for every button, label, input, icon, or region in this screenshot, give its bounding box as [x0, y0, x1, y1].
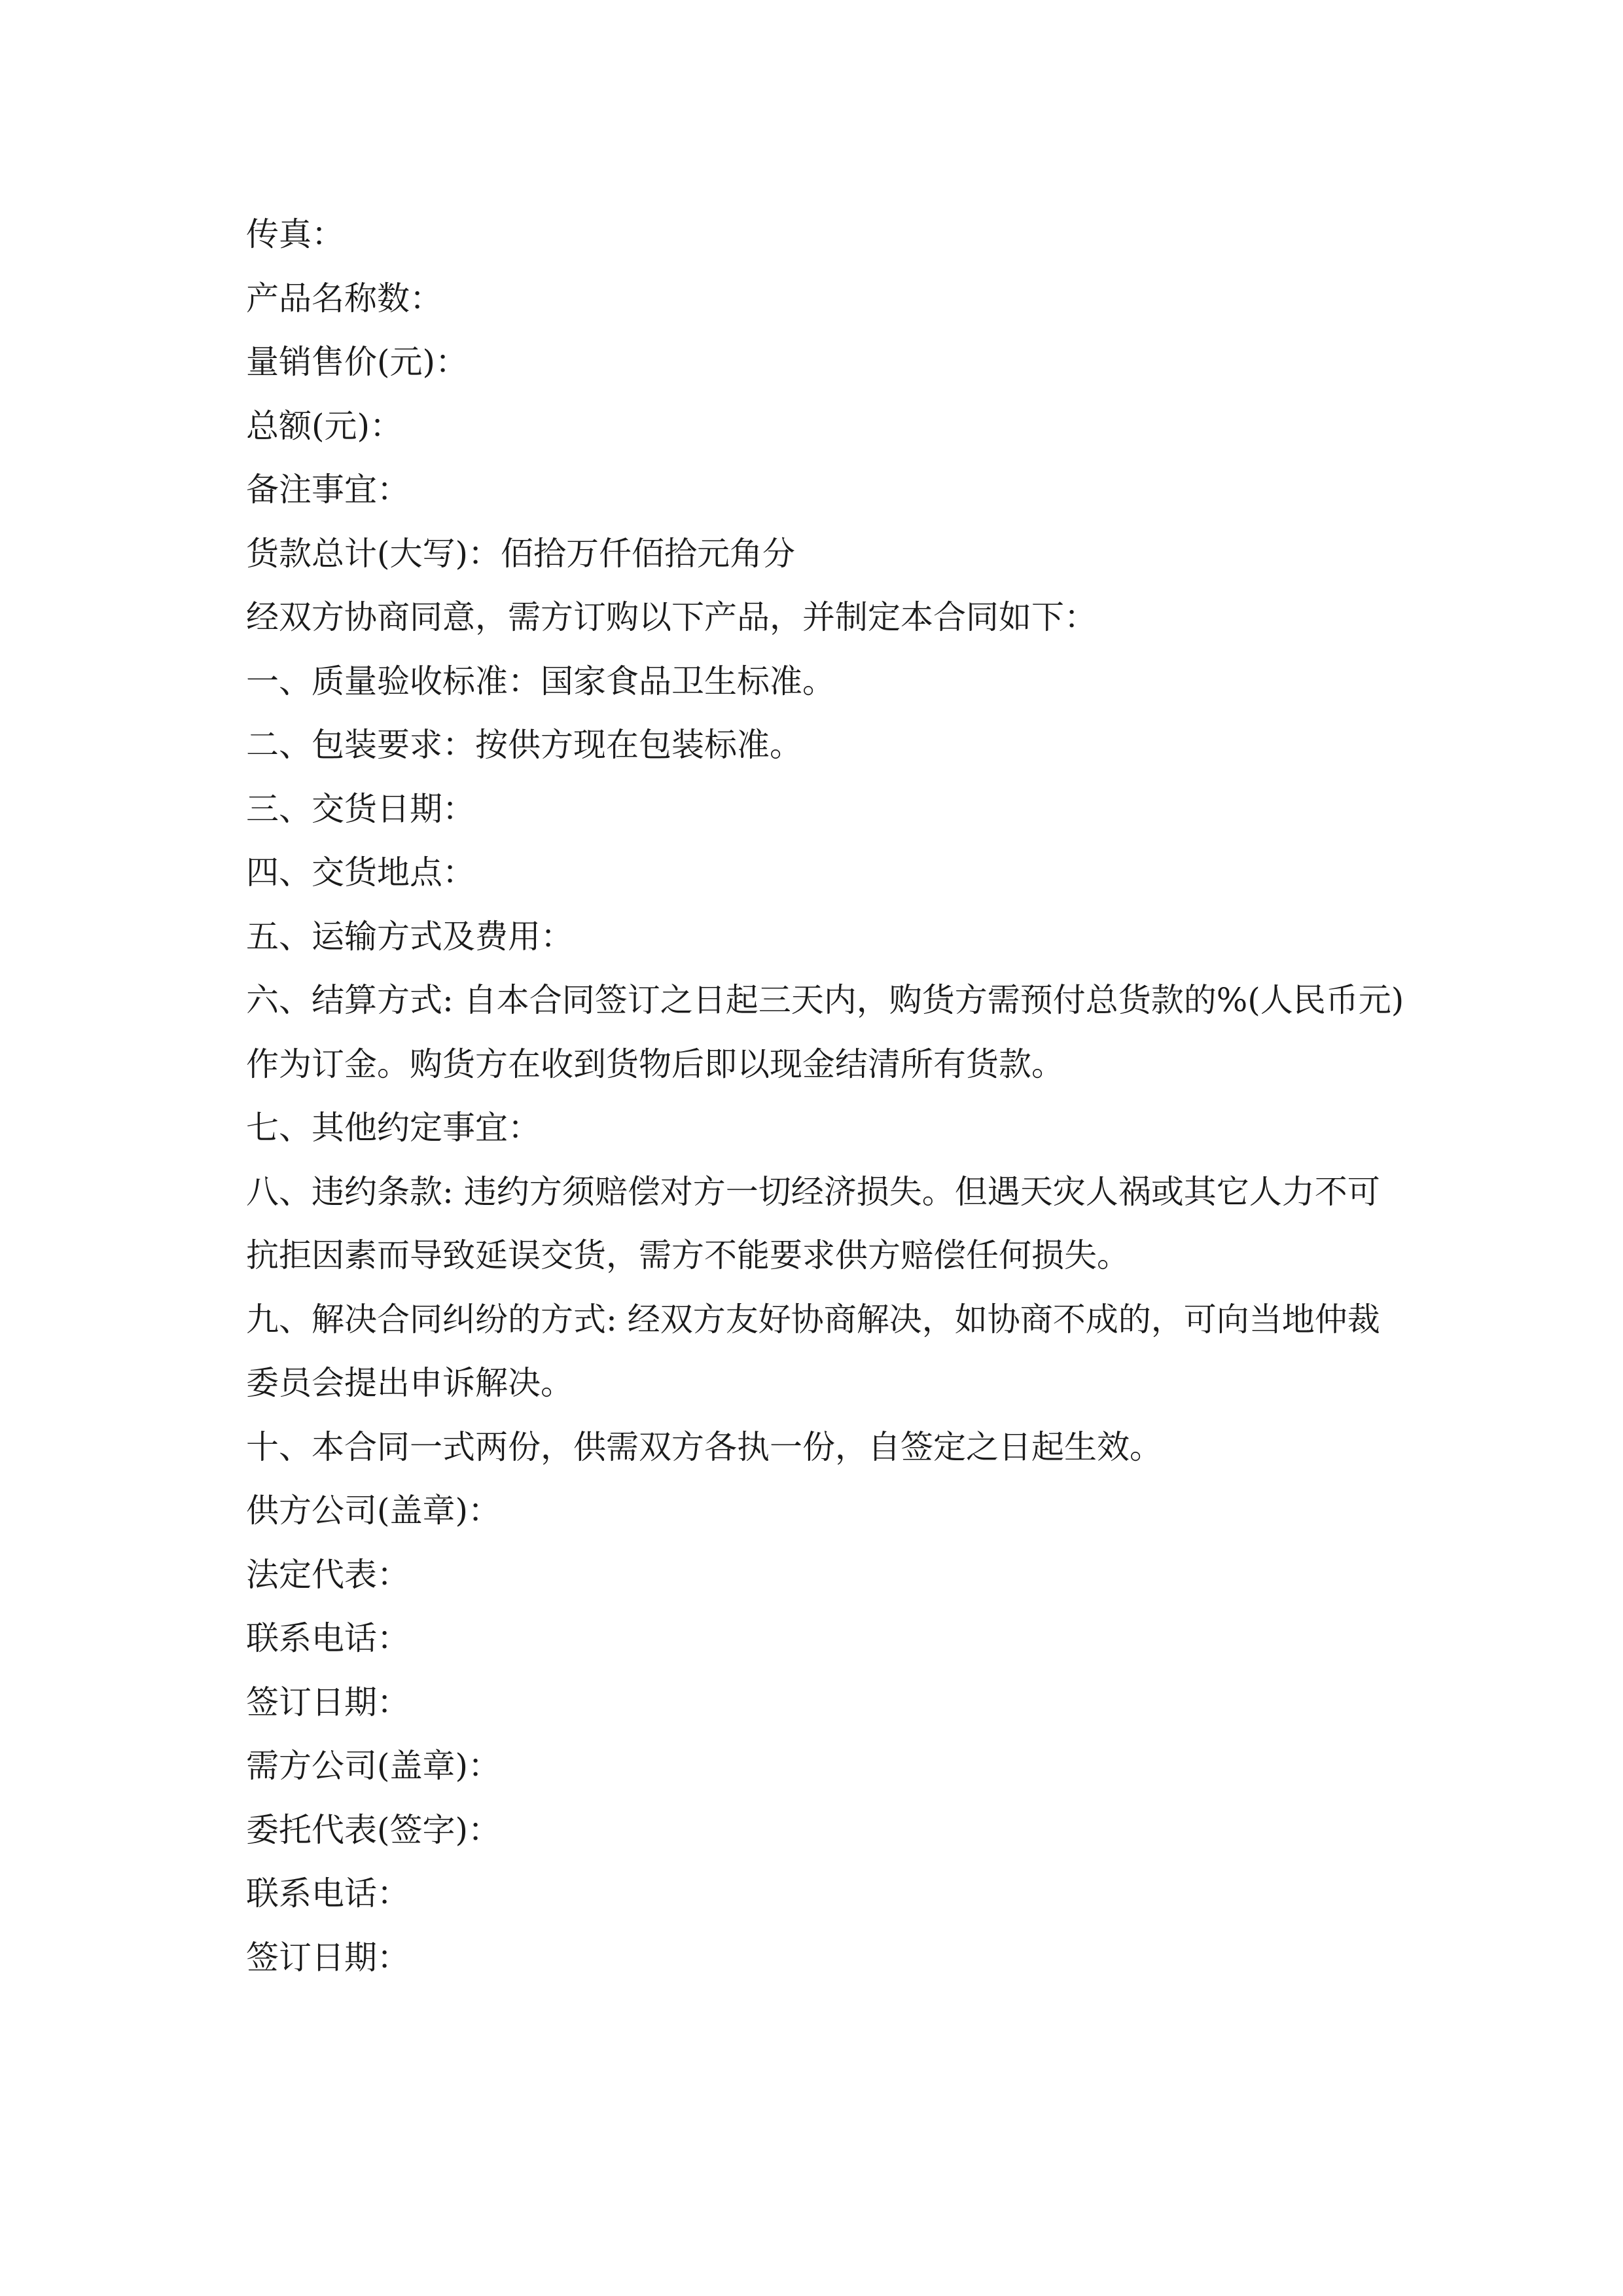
supplier-phone-line: 联系电话： — [246, 1619, 410, 1657]
supplier-sign-date-line: 签订日期： — [246, 1683, 410, 1721]
clause-7-other: 七、其他约定事宜： — [246, 1109, 541, 1147]
sale-price-line: 量销售价(元)： — [246, 343, 469, 381]
supplier-legal-rep-line: 法定代表： — [246, 1555, 410, 1594]
clause-3-delivery-date: 三、交货日期： — [246, 789, 475, 828]
clause-6-settlement: 六、结算方式: 自本合同签订之日起三天内，购货方需预付总货款的%(人民币元) — [246, 981, 1404, 1019]
buyer-representative-line: 委托代表(签字)： — [246, 1810, 501, 1849]
clause-4-delivery-place: 四、交货地点： — [246, 853, 475, 891]
buyer-company-line: 需方公司(盖章)： — [246, 1747, 501, 1785]
payment-total-line: 货款总计(大写)：佰拾万仟佰拾元角分 — [246, 534, 796, 573]
fax-line: 传真： — [246, 215, 344, 253]
clause-9-dispute-cont: 委员会提出申诉解决。 — [246, 1364, 573, 1402]
clause-9-dispute: 九、解决合同纠纷的方式: 经双方友好协商解决，如协商不成的，可向当地仲裁 — [246, 1300, 1380, 1338]
remarks-line: 备注事宜： — [246, 471, 410, 509]
buyer-sign-date-line: 签订日期： — [246, 1938, 410, 1977]
clause-2-packaging: 二、包装要求：按供方现在包装标准。 — [246, 726, 802, 764]
total-amount-line: 总额(元)： — [246, 406, 403, 445]
clause-5-transport: 五、运输方式及费用： — [246, 917, 573, 956]
agreement-intro-line: 经双方协商同意，需方订购以下产品，并制定本合同如下： — [246, 598, 1097, 636]
buyer-phone-line: 联系电话： — [246, 1874, 410, 1912]
clause-6-settlement-cont: 作为订金。购货方在收到货物后即以现金结清所有货款。 — [246, 1045, 1064, 1083]
clause-8-breach: 八、违约条款: 违约方须赔偿对方一切经济损失。但遇天灾人祸或其它人力不可 — [246, 1172, 1380, 1211]
clause-8-breach-cont: 抗拒因素而导致延误交货，需方不能要求供方赔偿任何损失。 — [246, 1236, 1130, 1274]
clause-1-quality: 一、质量验收标准：国家食品卫生标准。 — [246, 662, 835, 700]
contract-body — [246, 203, 1404, 1990]
product-name-quantity-line: 产品名称数： — [246, 279, 442, 317]
clause-10-copies: 十、本合同一式两份，供需双方各执一份，自签定之日起生效。 — [246, 1427, 1162, 1466]
supplier-company-line: 供方公司(盖章)： — [246, 1492, 501, 1530]
